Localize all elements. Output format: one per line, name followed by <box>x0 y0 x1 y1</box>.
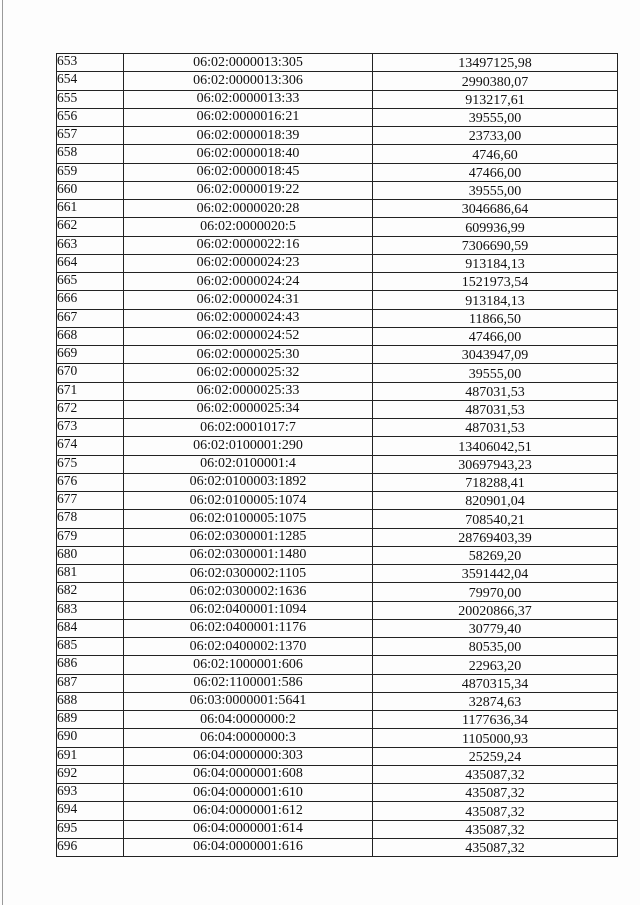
cadastral-number-cell: 06:04:0000000:2 <box>124 711 373 729</box>
row-number-cell: 682 <box>57 583 124 601</box>
table-row <box>57 583 618 601</box>
cadastral-number-cell: 06:02:0100001:290 <box>124 437 373 455</box>
value-cell: 11866,50 <box>373 309 618 327</box>
row-number-cell: 673 <box>57 419 124 437</box>
cadastral-number-cell: 06:02:1100001:586 <box>124 674 373 692</box>
cadastral-number-cell: 06:02:0100003:1892 <box>124 473 373 491</box>
row-number-cell: 662 <box>57 218 124 236</box>
value-cell: 32874,63 <box>373 692 618 710</box>
value-cell: 913184,13 <box>373 254 618 272</box>
value-cell: 13406042,51 <box>373 437 618 455</box>
row-number-cell: 656 <box>57 108 124 126</box>
value-cell: 2990380,07 <box>373 72 618 90</box>
row-number-cell: 694 <box>57 802 124 820</box>
value-cell: 913217,61 <box>373 90 618 108</box>
table-row <box>57 400 618 418</box>
cadastral-number-cell: 06:02:0300002:1105 <box>124 565 373 583</box>
cadastral-number-cell: 06:02:0000020:5 <box>124 218 373 236</box>
value-cell: 435087,32 <box>373 765 618 783</box>
table-row <box>57 127 618 145</box>
row-number-cell: 668 <box>57 327 124 345</box>
table-row <box>57 291 618 309</box>
table-row <box>57 492 618 510</box>
value-cell: 1105000,93 <box>373 729 618 747</box>
table-row <box>57 455 618 473</box>
cadastral-number-cell: 06:02:0000018:39 <box>124 127 373 145</box>
table-row <box>57 72 618 90</box>
value-cell: 487031,53 <box>373 419 618 437</box>
cadastral-number-cell: 06:02:0000018:40 <box>124 145 373 163</box>
row-number-cell: 691 <box>57 747 124 765</box>
row-number-cell: 670 <box>57 364 124 382</box>
value-cell: 435087,32 <box>373 802 618 820</box>
cadastral-number-cell: 06:02:0000024:43 <box>124 309 373 327</box>
row-number-cell: 669 <box>57 346 124 364</box>
table-row <box>57 145 618 163</box>
table-row <box>57 565 618 583</box>
cadastral-value-table <box>56 53 618 857</box>
cadastral-number-cell: 06:02:0000024:31 <box>124 291 373 309</box>
row-number-cell: 692 <box>57 765 124 783</box>
row-number-cell: 685 <box>57 638 124 656</box>
value-cell: 80535,00 <box>373 638 618 656</box>
row-number-cell: 687 <box>57 674 124 692</box>
value-cell: 28769403,39 <box>373 528 618 546</box>
table-row <box>57 546 618 564</box>
cadastral-number-cell: 06:02:0000020:28 <box>124 200 373 218</box>
row-number-cell: 689 <box>57 711 124 729</box>
cadastral-number-cell: 06:02:0000013:306 <box>124 72 373 90</box>
table-row <box>57 765 618 783</box>
value-cell: 3046686,64 <box>373 200 618 218</box>
cadastral-number-cell: 06:02:0300002:1636 <box>124 583 373 601</box>
table-row <box>57 656 618 674</box>
row-number-cell: 653 <box>57 54 124 72</box>
cadastral-number-cell: 06:02:0000025:33 <box>124 382 373 400</box>
cadastral-number-cell: 06:02:0300001:1480 <box>124 546 373 564</box>
row-number-cell: 657 <box>57 127 124 145</box>
row-number-cell: 683 <box>57 601 124 619</box>
cadastral-number-cell: 06:02:0000022:16 <box>124 236 373 254</box>
table-row <box>57 236 618 254</box>
table-row <box>57 692 618 710</box>
row-number-cell: 686 <box>57 656 124 674</box>
row-number-cell: 658 <box>57 145 124 163</box>
row-number-cell: 688 <box>57 692 124 710</box>
row-number-cell: 663 <box>57 236 124 254</box>
table-row <box>57 382 618 400</box>
cadastral-number-cell: 06:02:0000019:22 <box>124 181 373 199</box>
cadastral-number-cell: 06:02:0000016:21 <box>124 108 373 126</box>
row-number-cell: 665 <box>57 273 124 291</box>
cadastral-number-cell: 06:04:0000001:608 <box>124 765 373 783</box>
row-number-cell: 679 <box>57 528 124 546</box>
cadastral-number-cell: 06:04:0000000:303 <box>124 747 373 765</box>
value-cell: 820901,04 <box>373 492 618 510</box>
table-row <box>57 163 618 181</box>
cadastral-number-cell: 06:02:0000024:24 <box>124 273 373 291</box>
row-number-cell: 681 <box>57 565 124 583</box>
row-number-cell: 660 <box>57 181 124 199</box>
cadastral-number-cell: 06:02:0000025:32 <box>124 364 373 382</box>
value-cell: 30779,40 <box>373 619 618 637</box>
row-number-cell: 655 <box>57 90 124 108</box>
row-number-cell: 675 <box>57 455 124 473</box>
value-cell: 718288,41 <box>373 473 618 491</box>
row-number-cell: 667 <box>57 309 124 327</box>
table-row <box>57 90 618 108</box>
table-row <box>57 711 618 729</box>
row-number-cell: 693 <box>57 784 124 802</box>
table-row <box>57 327 618 345</box>
cadastral-number-cell: 06:02:0100001:4 <box>124 455 373 473</box>
value-cell: 4746,60 <box>373 145 618 163</box>
value-cell: 47466,00 <box>373 163 618 181</box>
cadastral-number-cell: 06:02:0001017:7 <box>124 419 373 437</box>
table-row <box>57 181 618 199</box>
table-row <box>57 784 618 802</box>
cadastral-number-cell: 06:04:0000000:3 <box>124 729 373 747</box>
cadastral-number-cell: 06:02:0400001:1176 <box>124 619 373 637</box>
value-cell: 1177636,34 <box>373 711 618 729</box>
cadastral-number-cell: 06:02:0400002:1370 <box>124 638 373 656</box>
table-row <box>57 346 618 364</box>
table-row <box>57 838 618 856</box>
row-number-cell: 684 <box>57 619 124 637</box>
table-row <box>57 218 618 236</box>
table-row <box>57 54 618 72</box>
cadastral-number-cell: 06:02:0000013:305 <box>124 54 373 72</box>
value-cell: 1521973,54 <box>373 273 618 291</box>
value-cell: 79970,00 <box>373 583 618 601</box>
row-number-cell: 676 <box>57 473 124 491</box>
table-row <box>57 747 618 765</box>
value-cell: 20020866,37 <box>373 601 618 619</box>
table-row <box>57 309 618 327</box>
table-row <box>57 820 618 838</box>
cadastral-number-cell: 06:02:0100005:1074 <box>124 492 373 510</box>
table-row <box>57 674 618 692</box>
row-number-cell: 696 <box>57 838 124 856</box>
cadastral-number-cell: 06:02:0100005:1075 <box>124 510 373 528</box>
row-number-cell: 654 <box>57 72 124 90</box>
value-cell: 13497125,98 <box>373 54 618 72</box>
table-row <box>57 473 618 491</box>
value-cell: 47466,00 <box>373 327 618 345</box>
row-number-cell: 672 <box>57 400 124 418</box>
value-cell: 4870315,34 <box>373 674 618 692</box>
value-cell: 39555,00 <box>373 108 618 126</box>
value-cell: 3591442,04 <box>373 565 618 583</box>
table-row <box>57 802 618 820</box>
value-cell: 39555,00 <box>373 181 618 199</box>
table-row <box>57 729 618 747</box>
value-cell: 487031,53 <box>373 382 618 400</box>
cadastral-number-cell: 06:04:0000001:616 <box>124 838 373 856</box>
table-row <box>57 419 618 437</box>
row-number-cell: 678 <box>57 510 124 528</box>
table-row <box>57 638 618 656</box>
cadastral-number-cell: 06:02:0000024:23 <box>124 254 373 272</box>
row-number-cell: 674 <box>57 437 124 455</box>
table-row <box>57 108 618 126</box>
scan-edge-line <box>2 0 3 905</box>
value-cell: 708540,21 <box>373 510 618 528</box>
row-number-cell: 661 <box>57 200 124 218</box>
value-cell: 23733,00 <box>373 127 618 145</box>
table-row <box>57 273 618 291</box>
row-number-cell: 666 <box>57 291 124 309</box>
row-number-cell: 680 <box>57 546 124 564</box>
value-cell: 25259,24 <box>373 747 618 765</box>
cadastral-number-cell: 06:02:0000024:52 <box>124 327 373 345</box>
row-number-cell: 664 <box>57 254 124 272</box>
row-number-cell: 659 <box>57 163 124 181</box>
table-row <box>57 437 618 455</box>
table-row <box>57 601 618 619</box>
value-cell: 58269,20 <box>373 546 618 564</box>
table-body <box>57 54 618 857</box>
cadastral-number-cell: 06:02:0000018:45 <box>124 163 373 181</box>
cadastral-number-cell: 06:03:0000001:5641 <box>124 692 373 710</box>
value-cell: 609936,99 <box>373 218 618 236</box>
cadastral-number-cell: 06:02:0400001:1094 <box>124 601 373 619</box>
table-row <box>57 200 618 218</box>
value-cell: 22963,20 <box>373 656 618 674</box>
table-row <box>57 619 618 637</box>
row-number-cell: 690 <box>57 729 124 747</box>
table-row <box>57 528 618 546</box>
row-number-cell: 695 <box>57 820 124 838</box>
cadastral-number-cell: 06:02:0300001:1285 <box>124 528 373 546</box>
table-row <box>57 364 618 382</box>
row-number-cell: 677 <box>57 492 124 510</box>
cadastral-number-cell: 06:04:0000001:614 <box>124 820 373 838</box>
value-cell: 435087,32 <box>373 838 618 856</box>
value-cell: 39555,00 <box>373 364 618 382</box>
cadastral-number-cell: 06:02:1000001:606 <box>124 656 373 674</box>
value-cell: 3043947,09 <box>373 346 618 364</box>
row-number-cell: 671 <box>57 382 124 400</box>
value-cell: 7306690,59 <box>373 236 618 254</box>
cadastral-number-cell: 06:04:0000001:612 <box>124 802 373 820</box>
cadastral-number-cell: 06:02:0000025:30 <box>124 346 373 364</box>
value-cell: 913184,13 <box>373 291 618 309</box>
table-row <box>57 254 618 272</box>
cadastral-number-cell: 06:02:0000013:33 <box>124 90 373 108</box>
value-cell: 487031,53 <box>373 400 618 418</box>
value-cell: 435087,32 <box>373 820 618 838</box>
value-cell: 30697943,23 <box>373 455 618 473</box>
table-row <box>57 510 618 528</box>
value-cell: 435087,32 <box>373 784 618 802</box>
cadastral-number-cell: 06:02:0000025:34 <box>124 400 373 418</box>
cadastral-number-cell: 06:04:0000001:610 <box>124 784 373 802</box>
